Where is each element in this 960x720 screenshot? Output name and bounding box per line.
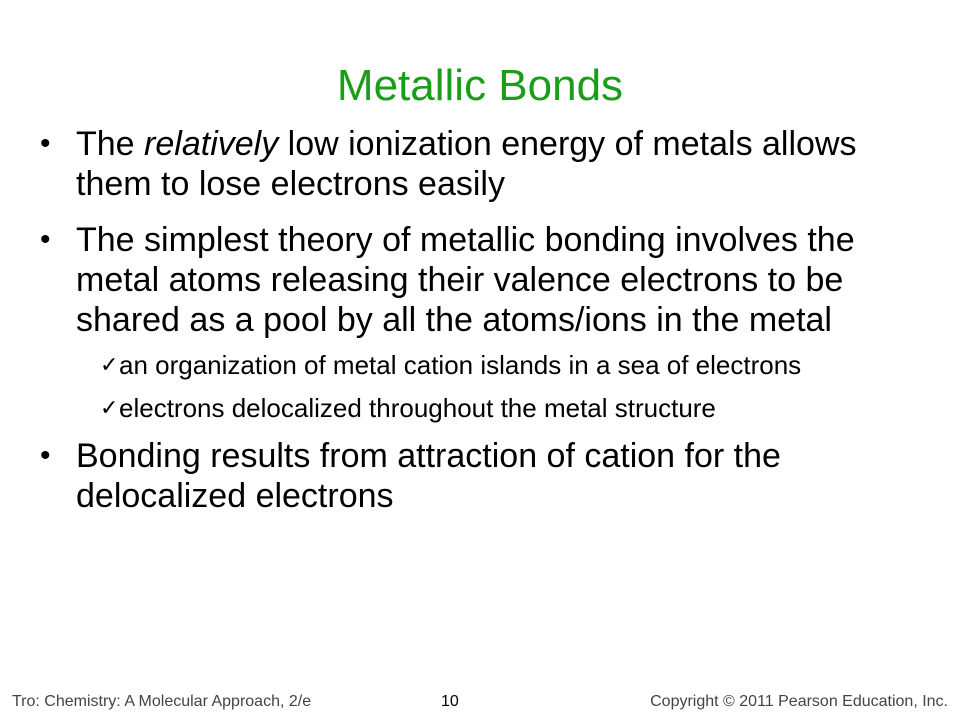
- subbullet-text: electrons delocalized throughout the metal structure: [119, 393, 716, 423]
- subbullet-delocalized-electrons: [40, 393, 940, 424]
- subbullet-list: [40, 350, 940, 424]
- footer-book-title: Tro: Chemistry: A Molecular Approach, 2/e: [12, 693, 312, 710]
- bullet-simplest-theory: [40, 220, 940, 340]
- bullet-bonding-results: [40, 436, 940, 516]
- subbullet-cation-islands: [40, 350, 940, 381]
- slide-title: Metallic Bonds: [336, 61, 624, 110]
- bullet-text: The simplest theory of metallic bonding involves the metal atoms releasing their valence electrons to be shared as a pool by all the atoms/ions in the metal: [76, 221, 855, 339]
- slide-content: [40, 124, 940, 532]
- bullet-dot-icon: •: [40, 127, 51, 160]
- bullet-dot-icon: •: [40, 223, 51, 256]
- footer-copyright: Copyright © 2011 Pearson Education, Inc.: [650, 693, 948, 710]
- checkmark-icon: ✓: [100, 353, 119, 378]
- checkmark-icon: ✓: [100, 396, 119, 421]
- subbullet-text: an organization of metal cation islands in a sea of electrons: [119, 350, 802, 380]
- bullet-text-post: low ionization energy of metals allows them to lose electrons easily: [76, 125, 857, 203]
- bullet-dot-icon: •: [40, 439, 51, 472]
- bullet-ionization-energy: [40, 124, 940, 204]
- bullet-text-emphasis: relatively: [144, 125, 279, 163]
- footer-page-number: 10: [441, 693, 459, 710]
- bullet-text: Bonding results from attraction of cation for the delocalized electrons: [76, 437, 781, 515]
- bullet-text-pre: The: [76, 125, 145, 163]
